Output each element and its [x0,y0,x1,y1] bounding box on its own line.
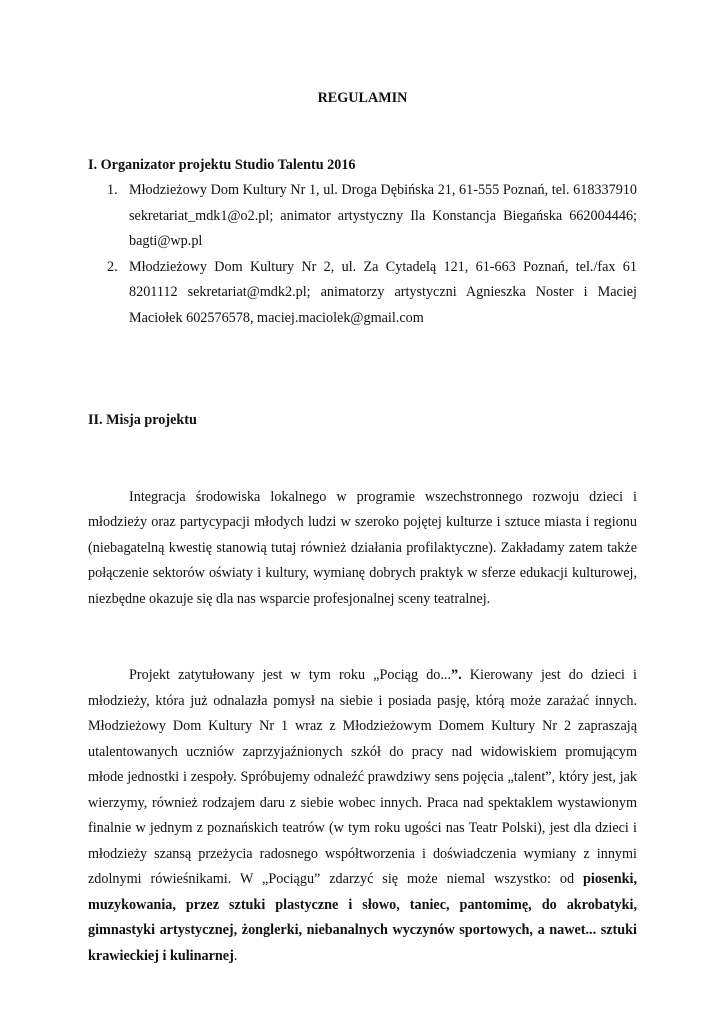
paragraph-bold-quote: ”. [451,667,462,683]
spacer [88,382,637,408]
organizer-item-text: Młodzieżowy Dom Kultury Nr 2, ul. Za Cytadelą 121, 61-663 Poznań, tel./fax 61 8201112 sekretariat@mdk2.pl; animatorzy artystyczni Agnieszka Noster i Maciej Maciołek 602576578, maciej.maciolek@gmail.com [129,258,637,326]
section-organizer-heading: I. Organizator projektu Studio Talentu 2016 [88,156,356,173]
spacer [88,612,637,663]
organizer-list [88,178,637,331]
paragraph-end: . [233,947,238,964]
paragraph-text: Projekt zatytułowany jest w tym roku „Pociąg do... [129,667,452,683]
paragraph-text: Kierowany jest do dzieci i młodzieży, która już odnalazła pomysł na siebie i posiada pasję, którą może zarażać innych. Młodzieżowy Dom Kultury Nr 1 wraz z Młodzieżowym Domem Kultury Nr 2 zapraszają utalentowanych uczniów zaprzyjaźnionych szkół do pracy nad widowiskiem promującym młode jednostki i zespoły. Spróbujemy odnaleźć prawdziwy sens pojęcia „talent”, który jest, jak wierzymy, również rodzajem daru z siebie wobec innych. Praca nad spektaklem wystawionym finalnie w jednym z poznańskich teatrów (w tym roku ugości nas Teatr Polski), jest dla dzieci i młodzieży szansą przeżycia radosnego współtworzenia i doświadczenia wymiany z innymi zdolnymi rówieśnikami. W „Pociągu” zdarzyć się może niemal wszystko: od [88,667,638,887]
spacer [88,434,637,485]
section-mission-heading: II. Misja projektu [88,412,197,428]
mission-paragraph-2 [88,663,637,969]
spacer [88,331,637,382]
organizer-item-1 [88,178,637,255]
list-number: 1. [107,182,118,198]
activities-list: piosenki, muzykowania, przez sztuki plastyczne i słowo, taniec, pantomimę, do akrobatyki, gimnastyki artystycznej, żonglerki, niebanalnych wyczynów sportowych, a nawet... sztuki krawieckiej i kulinarnej [88,871,637,964]
document-title: REGULAMIN [317,90,408,106]
list-number: 2. [107,258,118,275]
organizer-item-2 [88,255,637,332]
mission-paragraph-1: Integracja środowiska lokalnego w programie wszechstronnego rozwoju dzieci i młodzieży oraz partycypacji młodych ludzi w szeroko pojętej kulturze i sztuce miasta i regionu (niebagatelną kwestię stanowią tutaj również działania profilaktyczne). Zakładamy zatem także połączenie sektorów oświaty i kultury, wymianę dobrych praktyk w sferze edukacji kulturowej, niezbędne okazuje się dla nas wsparcie profesjonalnej sceny teatralnej. [88,488,637,607]
organizer-item-text: Młodzieżowy Dom Kultury Nr 1, ul. Droga Dębińska 21, 61-555 Poznań, tel. 618337910 sekretariat_mdk1@o2.pl; animator artystyczny Ila Konstancja Biegańska 662004446; bagti@wp.pl [129,182,637,249]
